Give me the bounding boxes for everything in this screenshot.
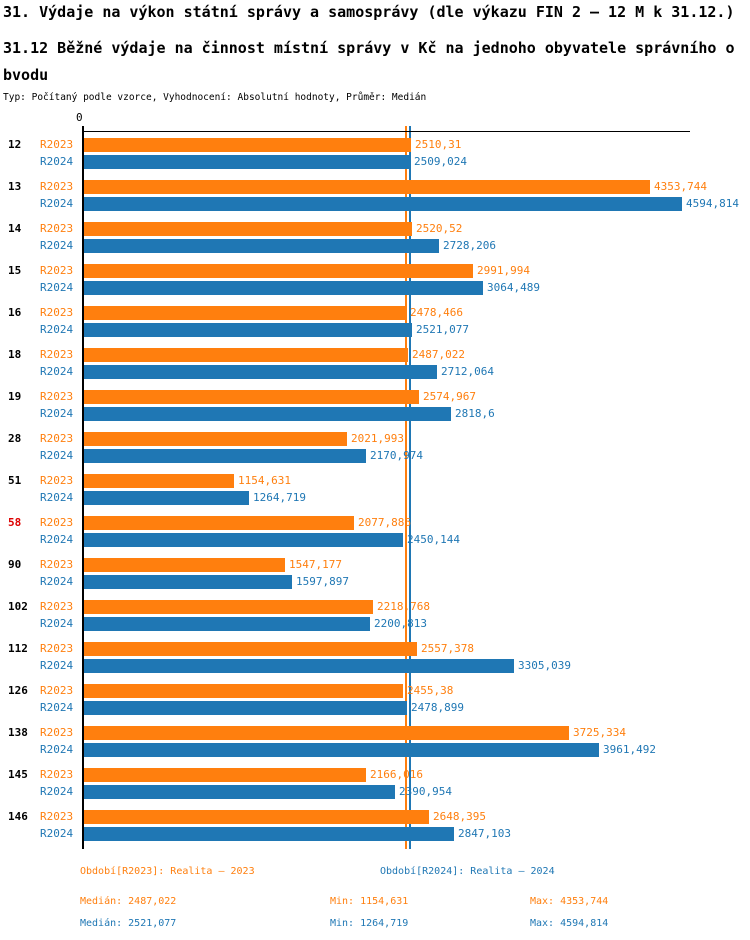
value-label: 2991,994 <box>477 264 530 277</box>
category-label: 28 <box>8 432 22 445</box>
series-label-r2023: R2023 <box>40 768 74 781</box>
series-label-r2024: R2024 <box>40 701 74 714</box>
bar-group <box>8 306 690 337</box>
bar-group <box>8 348 690 379</box>
value-label: 2847,103 <box>458 827 511 840</box>
bar-r2023 <box>84 726 569 740</box>
report-title: 31. Výdaje na výkon státní správy a samosprávy (dle výkazu FIN 2 – 12 M k 31.12.) <box>3 3 735 21</box>
value-label: 2478,899 <box>411 701 464 714</box>
bar-r2023 <box>84 180 650 194</box>
bar-r2024 <box>84 701 407 715</box>
bar-group <box>8 390 690 421</box>
value-label: 2077,886 <box>358 516 411 529</box>
category-label: 12 <box>8 138 22 151</box>
series-label-r2023: R2023 <box>40 180 74 193</box>
value-label: 2450,144 <box>407 533 460 546</box>
category-label: 18 <box>8 348 22 361</box>
value-label: 2455,38 <box>407 684 454 697</box>
category-label: 58 <box>8 516 22 529</box>
bar-group <box>8 810 690 841</box>
series-label-r2024: R2024 <box>40 449 74 462</box>
report-subtitle-line2: bvodu <box>3 66 49 84</box>
value-label: 2818,6 <box>455 407 495 420</box>
bar-r2024 <box>84 155 410 169</box>
value-label: 3305,039 <box>518 659 571 672</box>
series-label-r2023: R2023 <box>40 558 74 571</box>
value-label: 2648,395 <box>433 810 486 823</box>
bar-r2024 <box>84 743 599 757</box>
bar-r2024 <box>84 449 366 463</box>
bar-r2024 <box>84 365 437 379</box>
value-label: 2390,954 <box>399 785 452 798</box>
bar-r2023 <box>84 600 373 614</box>
series-label-r2023: R2023 <box>40 516 74 529</box>
x-axis-line <box>82 131 690 132</box>
bar-r2024 <box>84 785 395 799</box>
bar-r2023 <box>84 474 234 488</box>
value-label: 1597,897 <box>296 575 349 588</box>
value-label: 2510,31 <box>415 138 462 151</box>
value-label: 2218,768 <box>377 600 430 613</box>
series-label-r2023: R2023 <box>40 432 74 445</box>
bar-group <box>8 432 690 463</box>
stat-median-r2024: Medián: 2521,077 <box>80 918 177 929</box>
bar-r2024 <box>84 827 454 841</box>
bar-r2023 <box>84 222 412 236</box>
category-label: 16 <box>8 306 22 319</box>
value-label: 1264,719 <box>253 491 306 504</box>
category-label: 90 <box>8 558 22 571</box>
series-label-r2024: R2024 <box>40 155 74 168</box>
value-label: 2478,466 <box>410 306 463 319</box>
category-label: 51 <box>8 474 22 487</box>
value-label: 2170,974 <box>370 449 423 462</box>
bar-r2024 <box>84 575 292 589</box>
bar-r2024 <box>84 281 483 295</box>
value-label: 2521,077 <box>416 323 469 336</box>
stat-min-r2024: Min: 1264,719 <box>330 918 409 929</box>
bar-group <box>8 600 690 631</box>
bar-r2023 <box>84 810 429 824</box>
bar-r2024 <box>84 659 514 673</box>
category-label: 145 <box>8 768 28 781</box>
bar-group <box>8 642 690 673</box>
value-label: 2574,967 <box>423 390 476 403</box>
category-label: 19 <box>8 390 22 403</box>
value-label: 2712,064 <box>441 365 494 378</box>
bar-r2023 <box>84 348 408 362</box>
bar-group <box>8 180 739 211</box>
bar-r2023 <box>84 642 417 656</box>
legend-r2023: Období[R2023]: Realita – 2023 <box>80 866 255 877</box>
bar-group <box>8 726 690 757</box>
bar-r2024 <box>84 491 249 505</box>
stat-median-r2023: Medián: 2487,022 <box>80 896 177 907</box>
value-label: 4353,744 <box>654 180 707 193</box>
bar-group <box>8 264 690 295</box>
series-label-r2023: R2023 <box>40 684 74 697</box>
category-label: 102 <box>8 600 28 613</box>
series-label-r2023: R2023 <box>40 600 74 613</box>
bar-r2023 <box>84 306 406 320</box>
bar-r2023 <box>84 390 419 404</box>
series-label-r2023: R2023 <box>40 264 74 277</box>
bar-r2024 <box>84 239 439 253</box>
bar-r2023 <box>84 264 473 278</box>
bar-r2023 <box>84 516 354 530</box>
bar-r2023 <box>84 558 285 572</box>
series-label-r2024: R2024 <box>40 407 74 420</box>
bar-group <box>8 138 690 169</box>
value-label: 2200,813 <box>374 617 427 630</box>
legend-r2024: Období[R2024]: Realita – 2024 <box>380 866 555 877</box>
category-label: 14 <box>8 222 22 235</box>
category-label: 13 <box>8 180 22 193</box>
chart <box>8 111 739 849</box>
bar-r2024 <box>84 617 370 631</box>
bar-r2023 <box>84 138 411 152</box>
value-label: 2021,993 <box>351 432 404 445</box>
bar-group <box>8 768 690 799</box>
bar-r2024 <box>84 323 412 337</box>
stat-max-r2024: Max: 4594,814 <box>530 918 609 929</box>
value-label: 3961,492 <box>603 743 656 756</box>
series-label-r2024: R2024 <box>40 785 74 798</box>
category-label: 138 <box>8 726 28 739</box>
series-label-r2024: R2024 <box>40 239 74 252</box>
series-label-r2023: R2023 <box>40 390 74 403</box>
stat-max-r2023: Max: 4353,744 <box>530 896 609 907</box>
bar-r2023 <box>84 684 403 698</box>
category-label: 112 <box>8 642 28 655</box>
series-label-r2024: R2024 <box>40 575 74 588</box>
series-label-r2023: R2023 <box>40 642 74 655</box>
category-label: 15 <box>8 264 22 277</box>
report-subtitle-line1: 31.12 Běžné výdaje na činnost místní správy v Kč na jednoho obyvatele správního o <box>3 39 735 57</box>
bar-group <box>8 558 690 589</box>
bar-r2024 <box>84 533 403 547</box>
axis-zero-label: 0 <box>76 111 83 124</box>
value-label: 2166,016 <box>370 768 423 781</box>
category-label: 126 <box>8 684 28 697</box>
value-label: 1154,631 <box>238 474 291 487</box>
value-label: 2520,52 <box>416 222 463 235</box>
series-label-r2023: R2023 <box>40 222 74 235</box>
series-label-r2023: R2023 <box>40 138 74 151</box>
series-label-r2024: R2024 <box>40 365 74 378</box>
bar-group <box>8 516 690 547</box>
value-label: 1547,177 <box>289 558 342 571</box>
series-label-r2024: R2024 <box>40 491 74 504</box>
series-label-r2024: R2024 <box>40 617 74 630</box>
bar-r2024 <box>84 197 682 211</box>
bar-r2023 <box>84 768 366 782</box>
series-label-r2024: R2024 <box>40 659 74 672</box>
bar-group <box>8 222 690 253</box>
series-label-r2023: R2023 <box>40 810 74 823</box>
series-label-r2024: R2024 <box>40 533 74 546</box>
series-label-r2023: R2023 <box>40 474 74 487</box>
series-label-r2024: R2024 <box>40 323 74 336</box>
value-label: 3064,489 <box>487 281 540 294</box>
value-label: 4594,814 <box>686 197 739 210</box>
series-label-r2024: R2024 <box>40 281 74 294</box>
value-label: 2557,378 <box>421 642 474 655</box>
report-meta: Typ: Počítaný podle vzorce, Vyhodnocení: Absolutní hodnoty, Průměr: Medián <box>3 92 427 103</box>
value-label: 2487,022 <box>412 348 465 361</box>
stat-min-r2023: Min: 1154,631 <box>330 896 409 907</box>
category-label: 146 <box>8 810 28 823</box>
bar-r2023 <box>84 432 347 446</box>
bar-group <box>8 684 690 715</box>
series-label-r2023: R2023 <box>40 348 74 361</box>
series-label-r2024: R2024 <box>40 743 74 756</box>
series-label-r2024: R2024 <box>40 827 74 840</box>
series-label-r2024: R2024 <box>40 197 74 210</box>
bar-group <box>8 474 690 505</box>
value-label: 2728,206 <box>443 239 496 252</box>
series-label-r2023: R2023 <box>40 306 74 319</box>
value-label: 3725,334 <box>573 726 626 739</box>
value-label: 2509,024 <box>414 155 467 168</box>
bar-r2024 <box>84 407 451 421</box>
series-label-r2023: R2023 <box>40 726 74 739</box>
